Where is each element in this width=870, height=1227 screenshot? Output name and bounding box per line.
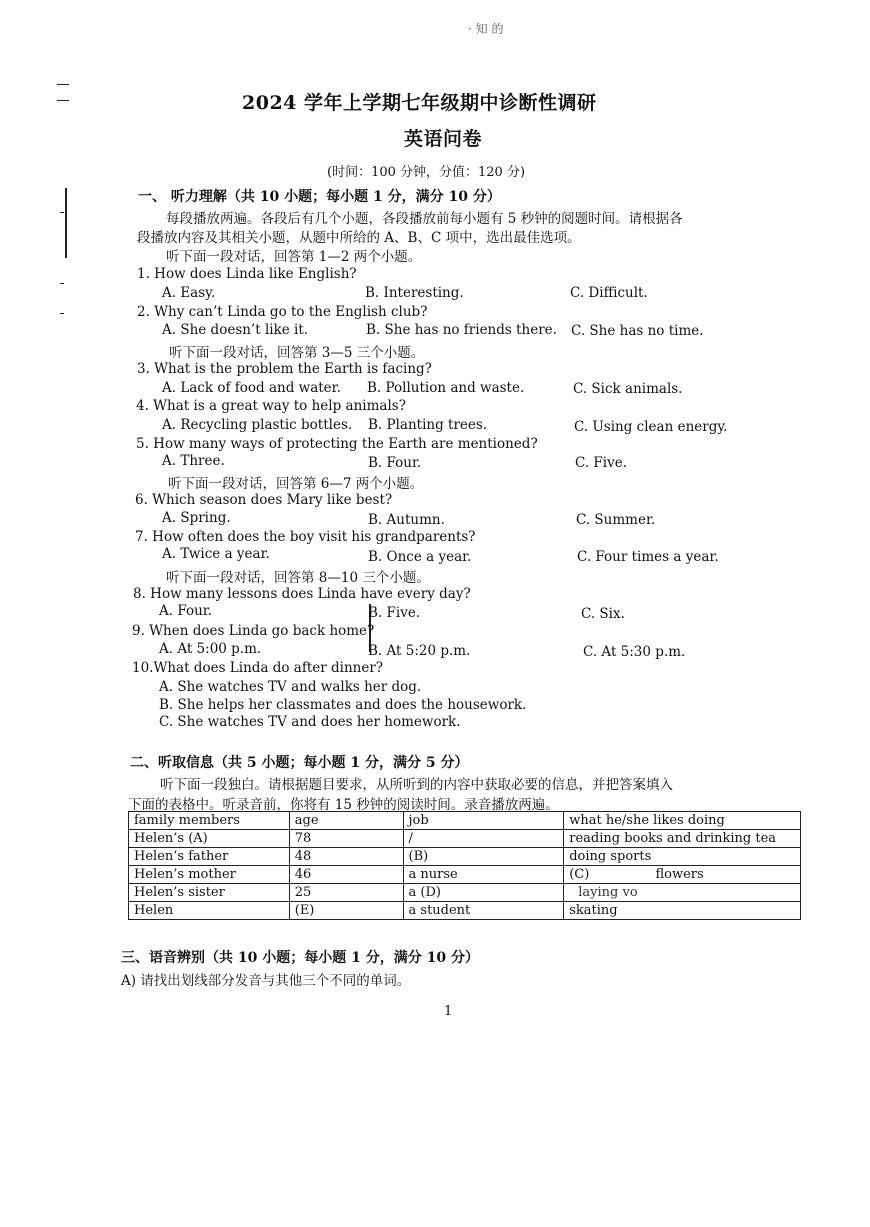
option-b: B. At 5:20 p.m. [368, 643, 471, 659]
margin-mark [60, 212, 64, 213]
question: 6. Which season does Mary like best? [135, 492, 393, 508]
exam-title: 2024 学年上学期七年级期中诊断性调研 [242, 92, 597, 114]
option-a: A. She watches TV and walks her dog. [159, 679, 422, 695]
table-row [129, 830, 801, 848]
table-row [129, 902, 801, 920]
info-table [128, 811, 801, 920]
option-c: C. At 5:30 p.m. [583, 644, 686, 660]
table-header-row [129, 812, 801, 830]
table-cell: 48 [289, 848, 403, 866]
option-b: B. Four. [368, 455, 422, 471]
option-c: C. Summer. [576, 512, 656, 528]
option-a: A. Twice a year. [162, 546, 270, 562]
segment-instruction: 听下面一段对话，回答第 3—5 三个小题。 [169, 345, 425, 361]
table-cell: 46 [289, 866, 403, 884]
section1-heading: 一、 听力理解（共 10 小题；每小题 1 分，满分 10 分） [138, 189, 501, 205]
option-b: B. Planting trees. [368, 417, 488, 433]
table-cell: reading books and drinking tea [564, 830, 801, 848]
option-a: A. Easy. [162, 285, 216, 301]
margin-mark [57, 84, 69, 85]
section2-instruction: 下面的表格中。听录音前，你将有 15 秒钟的阅读时间。录音播放两遍。 [128, 797, 559, 813]
option-a: A. Four. [159, 603, 213, 619]
exam-subtitle: 英语问卷 [404, 128, 483, 150]
table-cell: skating [564, 902, 801, 920]
option-b: B. She helps her classmates and does the housework. [159, 697, 527, 713]
option-b: B. Pollution and waste. [367, 380, 525, 396]
option-b: B. She has no friends there. [366, 322, 557, 338]
table-cell: Helen’s sister [129, 884, 290, 902]
table-cell: Helen’s mother [129, 866, 290, 884]
table-cell: Helen’s father [129, 848, 290, 866]
question: 1. How does Linda like English? [137, 266, 357, 282]
section3-part-a: A) 请找出划线部分发音与其他三个不同的单词。 [121, 973, 411, 989]
table-cell: (C) flowers [564, 866, 801, 884]
question: 3. What is the problem the Earth is facing? [137, 361, 432, 377]
option-a: A. Three. [162, 453, 225, 469]
margin-mark [57, 100, 69, 101]
segment-instruction: 听下面一段对话，回答第 8—10 三个小题。 [166, 570, 430, 586]
option-c: C. Difficult. [570, 285, 648, 301]
margin-mark [60, 283, 64, 284]
margin-mark [60, 313, 64, 314]
table-row [129, 866, 801, 884]
question: 4. What is a great way to help animals? [136, 398, 406, 414]
option-b: B. Once a year. [368, 549, 472, 565]
option-c: C. She has no time. [571, 323, 704, 339]
table-header: what he/she likes doing [564, 812, 801, 830]
table-cell: laying vo [564, 884, 801, 902]
option-c: C. Six. [581, 606, 625, 622]
table-cell: doing sports [564, 848, 801, 866]
option-b: B. Interesting. [365, 285, 464, 301]
table-header: family members [129, 812, 290, 830]
option-a: A. At 5:00 p.m. [159, 641, 262, 657]
table-cell: a student [403, 902, 564, 920]
section2-heading: 二、听取信息（共 5 小题；每小题 1 分，满分 5 分） [130, 755, 469, 771]
option-a: A. Spring. [162, 510, 231, 526]
section1-instruction: 每段播放两遍。各段后有几个小题，各段播放前每小题有 5 秒钟的阅题时间。请根据各 [166, 211, 683, 227]
table-row [129, 884, 801, 902]
question: 8. How many lessons does Linda have every day? [133, 586, 471, 602]
question: 7. How often does the boy visit his grandparents? [135, 529, 476, 545]
option-b: B. Autumn. [368, 512, 445, 528]
table-cell: Helen’s (A) [129, 830, 290, 848]
option-c: C. She watches TV and does her homework. [159, 714, 461, 730]
option-b: B. Five. [368, 605, 421, 621]
question: 5. How many ways of protecting the Earth are mentioned? [136, 436, 538, 452]
section2-instruction: 听下面一段独白。请根据题目要求，从所听到的内容中获取必要的信息，并把答案填入 [160, 777, 673, 793]
table-cell: 78 [289, 830, 403, 848]
top-fragment: · 知 的 [468, 22, 504, 36]
option-a: A. Lack of food and water. [162, 380, 341, 396]
option-c: C. Five. [575, 455, 628, 471]
option-a: A. Recycling plastic bottles. [162, 417, 353, 433]
question: 2. Why can’t Linda go to the English club? [137, 304, 428, 320]
option-a: A. She doesn’t like it. [162, 322, 309, 338]
page-number: 1 [444, 1004, 453, 1019]
question: 10.What does Linda do after dinner? [132, 660, 384, 676]
table-cell: 25 [289, 884, 403, 902]
table-header: job [403, 812, 564, 830]
table-cell: a nurse [403, 866, 564, 884]
segment-instruction: 听下面一段对话，回答第 6—7 两个小题。 [168, 476, 424, 492]
question: 9. When does Linda go back home? [132, 623, 375, 639]
margin-mark [65, 188, 67, 258]
exam-info: (时间：100 分钟，分值：120 分) [327, 165, 526, 180]
table-cell: a (D) [403, 884, 564, 902]
table-cell: (E) [289, 902, 403, 920]
option-c: C. Using clean energy. [574, 419, 728, 435]
segment-instruction: 听下面一段对话，回答第 1—2 两个小题。 [166, 249, 422, 265]
option-c: C. Sick animals. [573, 381, 683, 397]
table-row [129, 848, 801, 866]
table-cell: / [403, 830, 564, 848]
table-cell: (B) [403, 848, 564, 866]
section1-instruction: 段播放内容及其相关小题，从题中所给的 A、B、C 项中，选出最佳选项。 [137, 230, 581, 246]
table-cell: Helen [129, 902, 290, 920]
section3-heading: 三、语音辨别（共 10 小题；每小题 1 分，满分 10 分） [121, 950, 479, 966]
table-header: age [289, 812, 403, 830]
option-c: C. Four times a year. [577, 549, 719, 565]
